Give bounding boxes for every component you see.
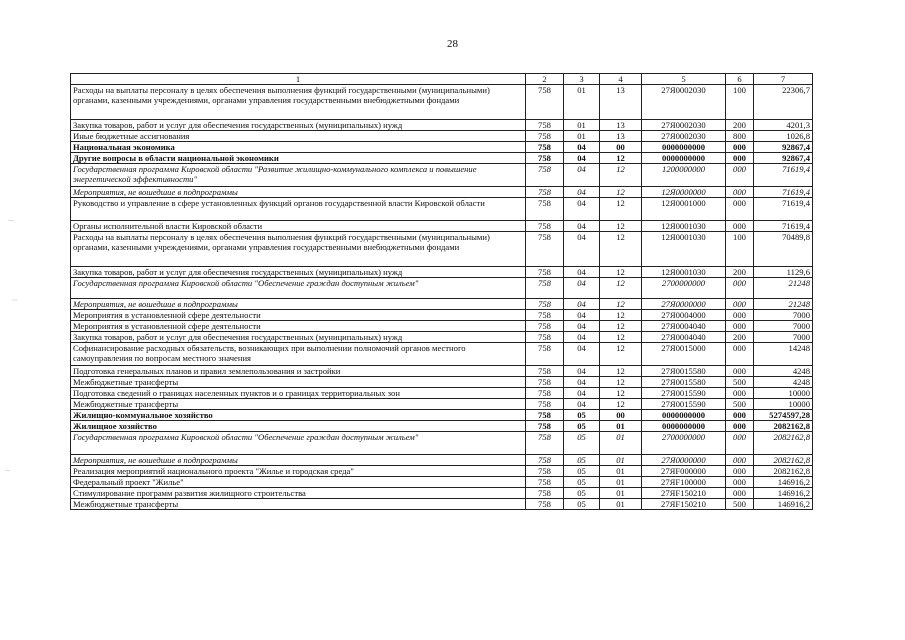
- cell-ministry: 758: [526, 343, 564, 366]
- cell-target: 27Я0002030: [642, 131, 726, 142]
- cell-section: 01: [564, 85, 600, 120]
- cell-subsection: 12: [600, 267, 642, 278]
- cell-section: 04: [564, 399, 600, 410]
- cell-ministry: 758: [526, 488, 564, 499]
- cell-subsection: 12: [600, 399, 642, 410]
- budget-table: [70, 73, 813, 510]
- cell-amount: 21248: [754, 278, 813, 299]
- cell-amount: 10000: [754, 388, 813, 399]
- cell-amount: 2082162,8: [754, 421, 813, 432]
- cell-expense-type: 000: [726, 299, 754, 310]
- table-row: [71, 267, 813, 278]
- cell-ministry: 758: [526, 499, 564, 510]
- cell-expense-type: 000: [726, 366, 754, 377]
- cell-section: 04: [564, 343, 600, 366]
- cell-ministry: 758: [526, 421, 564, 432]
- cell-target: 27ЯF150210: [642, 488, 726, 499]
- cell-expense-type: 000: [726, 198, 754, 221]
- cell-ministry: 758: [526, 321, 564, 332]
- table-row: [71, 343, 813, 366]
- cell-section: 05: [564, 477, 600, 488]
- row-label: Жилищное хозяйство: [71, 421, 526, 432]
- cell-subsection: 12: [600, 153, 642, 164]
- cell-subsection: 01: [600, 432, 642, 455]
- cell-ministry: 758: [526, 410, 564, 421]
- cell-ministry: 758: [526, 366, 564, 377]
- cell-amount: 92867,4: [754, 142, 813, 153]
- cell-section: 04: [564, 221, 600, 232]
- cell-subsection: 00: [600, 142, 642, 153]
- row-label: Подготовка сведений о границах населенных пунктов и о границах территориальных зон: [71, 388, 526, 399]
- cell-ministry: 758: [526, 332, 564, 343]
- table-row: [71, 164, 813, 187]
- row-label: Мероприятия, не вошедшие в подпрограммы: [71, 299, 526, 310]
- cell-section: 04: [564, 388, 600, 399]
- cell-expense-type: 000: [726, 455, 754, 466]
- row-label: Межбюджетные трансферты: [71, 399, 526, 410]
- table-row: [71, 399, 813, 410]
- row-label: Жилищно-коммунальное хозяйство: [71, 410, 526, 421]
- column-header: 6: [726, 74, 754, 85]
- cell-ministry: 758: [526, 85, 564, 120]
- cell-target: 1200000000: [642, 164, 726, 187]
- cell-section: 04: [564, 321, 600, 332]
- cell-subsection: 01: [600, 488, 642, 499]
- cell-amount: 92867,4: [754, 153, 813, 164]
- cell-expense-type: 000: [726, 388, 754, 399]
- cell-section: 04: [564, 366, 600, 377]
- cell-subsection: 12: [600, 388, 642, 399]
- cell-amount: 4248: [754, 377, 813, 388]
- row-label: Федеральный проект "Жилье": [71, 477, 526, 488]
- table-row: [71, 142, 813, 153]
- table-row: [71, 232, 813, 267]
- cell-amount: 7000: [754, 332, 813, 343]
- cell-amount: 10000: [754, 399, 813, 410]
- cell-expense-type: 500: [726, 377, 754, 388]
- cell-subsection: 13: [600, 131, 642, 142]
- cell-subsection: 12: [600, 299, 642, 310]
- table-row: [71, 477, 813, 488]
- cell-amount: 22306,7: [754, 85, 813, 120]
- cell-expense-type: 000: [726, 142, 754, 153]
- row-label: Мероприятия в установленной сфере деятельности: [71, 310, 526, 321]
- cell-section: 01: [564, 120, 600, 131]
- cell-subsection: 12: [600, 377, 642, 388]
- table-row: [71, 410, 813, 421]
- table-row: [71, 120, 813, 131]
- cell-amount: 71619,4: [754, 198, 813, 221]
- cell-subsection: 12: [600, 310, 642, 321]
- row-label: Национальная экономика: [71, 142, 526, 153]
- cell-amount: 146916,2: [754, 477, 813, 488]
- row-label: Другие вопросы в области национальной экономики: [71, 153, 526, 164]
- cell-section: 05: [564, 432, 600, 455]
- row-label: Закупка товаров, работ и услуг для обеспечения государственных (муниципальных) нужд: [71, 267, 526, 278]
- cell-amount: 4201,3: [754, 120, 813, 131]
- cell-expense-type: 000: [726, 278, 754, 299]
- cell-target: 27Я0000000: [642, 455, 726, 466]
- row-label: Мероприятия, не вошедшие в подпрограммы: [71, 187, 526, 198]
- table-row: [71, 421, 813, 432]
- cell-subsection: 01: [600, 421, 642, 432]
- cell-ministry: 758: [526, 310, 564, 321]
- cell-amount: 1129,6: [754, 267, 813, 278]
- cell-subsection: 01: [600, 499, 642, 510]
- cell-subsection: 12: [600, 187, 642, 198]
- cell-amount: 14248: [754, 343, 813, 366]
- cell-expense-type: 000: [726, 477, 754, 488]
- cell-amount: 71619,4: [754, 221, 813, 232]
- cell-section: 05: [564, 488, 600, 499]
- cell-amount: 4248: [754, 366, 813, 377]
- cell-target: 12Я0001030: [642, 221, 726, 232]
- table-row: [71, 332, 813, 343]
- row-label: Государственная программа Кировской области "Обеспечение граждан доступным жильем": [71, 278, 526, 299]
- cell-ministry: 758: [526, 466, 564, 477]
- cell-target: 0000000000: [642, 421, 726, 432]
- cell-section: 04: [564, 232, 600, 267]
- row-label: Межбюджетные трансферты: [71, 499, 526, 510]
- cell-target: 27ЯF000000: [642, 466, 726, 477]
- table-row: [71, 466, 813, 477]
- table-row: [71, 388, 813, 399]
- cell-target: 27Я0004000: [642, 310, 726, 321]
- cell-expense-type: 000: [726, 421, 754, 432]
- row-label: Подготовка генеральных планов и правил землепользования и застройки: [71, 366, 526, 377]
- table-row: [71, 85, 813, 120]
- cell-expense-type: 000: [726, 187, 754, 198]
- cell-section: 01: [564, 131, 600, 142]
- column-header: 2: [526, 74, 564, 85]
- cell-section: 04: [564, 299, 600, 310]
- cell-expense-type: 800: [726, 131, 754, 142]
- cell-subsection: 12: [600, 343, 642, 366]
- cell-target: 27Я0000000: [642, 299, 726, 310]
- column-header: 4: [600, 74, 642, 85]
- cell-target: 12Я0000000: [642, 187, 726, 198]
- cell-target: 2700000000: [642, 432, 726, 455]
- cell-amount: 2082162,8: [754, 432, 813, 455]
- cell-ministry: 758: [526, 221, 564, 232]
- cell-target: 27Я0015590: [642, 399, 726, 410]
- cell-subsection: 13: [600, 85, 642, 120]
- row-label: Закупка товаров, работ и услуг для обеспечения государственных (муниципальных) нужд: [71, 120, 526, 131]
- cell-amount: 7000: [754, 321, 813, 332]
- cell-section: 04: [564, 310, 600, 321]
- cell-expense-type: 200: [726, 267, 754, 278]
- cell-ministry: 758: [526, 120, 564, 131]
- cell-expense-type: 100: [726, 232, 754, 267]
- table-header-row: [71, 74, 813, 85]
- cell-expense-type: 500: [726, 399, 754, 410]
- row-label: Государственная программа Кировской области "Развитие жилищно-коммунального комплекса и повышение энергетической эффективности": [71, 164, 526, 187]
- cell-ministry: 758: [526, 377, 564, 388]
- cell-ministry: 758: [526, 267, 564, 278]
- cell-subsection: 12: [600, 198, 642, 221]
- cell-target: 12Я0001000: [642, 198, 726, 221]
- cell-amount: 71619,4: [754, 187, 813, 198]
- table-row: [71, 299, 813, 310]
- cell-amount: 146916,2: [754, 499, 813, 510]
- cell-target: 27Я0015000: [642, 343, 726, 366]
- cell-amount: 21248: [754, 299, 813, 310]
- cell-subsection: 12: [600, 321, 642, 332]
- row-label: Софинансирование расходных обязательств, возникающих при выполнении полномочий органов местного самоуправления по вопросам местного значения: [71, 343, 526, 366]
- cell-ministry: 758: [526, 278, 564, 299]
- cell-ministry: 758: [526, 164, 564, 187]
- cell-section: 05: [564, 466, 600, 477]
- row-label: Иные бюджетные ассигнования: [71, 131, 526, 142]
- cell-target: 27ЯF100000: [642, 477, 726, 488]
- table-row: [71, 153, 813, 164]
- cell-section: 04: [564, 187, 600, 198]
- cell-subsection: 12: [600, 332, 642, 343]
- table-row: [71, 321, 813, 332]
- row-label: Органы исполнительной власти Кировской области: [71, 221, 526, 232]
- row-label: Руководство и управление в сфере установленных функций органов государственной власти Кировской области: [71, 198, 526, 221]
- cell-section: 04: [564, 377, 600, 388]
- table-row: [71, 432, 813, 455]
- cell-expense-type: 000: [726, 321, 754, 332]
- cell-target: 27Я0002030: [642, 85, 726, 120]
- cell-target: 27Я0015590: [642, 388, 726, 399]
- column-header: 1: [71, 74, 526, 85]
- cell-expense-type: 000: [726, 466, 754, 477]
- cell-expense-type: 000: [726, 410, 754, 421]
- cell-expense-type: 000: [726, 164, 754, 187]
- table-row: [71, 366, 813, 377]
- table-row: [71, 310, 813, 321]
- column-header: 7: [754, 74, 813, 85]
- cell-section: 04: [564, 198, 600, 221]
- column-header: 5: [642, 74, 726, 85]
- cell-subsection: 12: [600, 278, 642, 299]
- cell-expense-type: 200: [726, 332, 754, 343]
- cell-ministry: 758: [526, 477, 564, 488]
- cell-subsection: 12: [600, 366, 642, 377]
- cell-section: 04: [564, 164, 600, 187]
- cell-expense-type: 000: [726, 221, 754, 232]
- row-label: Межбюджетные трансферты: [71, 377, 526, 388]
- cell-expense-type: 000: [726, 488, 754, 499]
- cell-target: 27Я0015580: [642, 377, 726, 388]
- cell-section: 05: [564, 455, 600, 466]
- cell-amount: 1026,8: [754, 131, 813, 142]
- row-label: Мероприятия в установленной сфере деятельности: [71, 321, 526, 332]
- cell-section: 05: [564, 421, 600, 432]
- cell-subsection: 01: [600, 477, 642, 488]
- cell-subsection: 12: [600, 221, 642, 232]
- cell-expense-type: 000: [726, 153, 754, 164]
- cell-target: 27Я0015580: [642, 366, 726, 377]
- table-row: [71, 455, 813, 466]
- table-row: [71, 377, 813, 388]
- cell-subsection: 00: [600, 410, 642, 421]
- page-number: 28: [447, 38, 458, 50]
- row-label: Закупка товаров, работ и услуг для обеспечения государственных (муниципальных) нужд: [71, 332, 526, 343]
- cell-amount: 70489,8: [754, 232, 813, 267]
- cell-target: 0000000000: [642, 153, 726, 164]
- cell-ministry: 758: [526, 399, 564, 410]
- cell-expense-type: 100: [726, 85, 754, 120]
- cell-section: 04: [564, 142, 600, 153]
- cell-target: 0000000000: [642, 142, 726, 153]
- cell-ministry: 758: [526, 131, 564, 142]
- cell-subsection: 12: [600, 232, 642, 267]
- row-label: Реализация мероприятий национального проекта "Жилье и городская среда": [71, 466, 526, 477]
- cell-target: 2700000000: [642, 278, 726, 299]
- table-row: [71, 187, 813, 198]
- cell-section: 04: [564, 332, 600, 343]
- cell-section: 04: [564, 153, 600, 164]
- cell-amount: 71619,4: [754, 164, 813, 187]
- cell-ministry: 758: [526, 153, 564, 164]
- row-label: Стимулирование программ развития жилищного строительства: [71, 488, 526, 499]
- cell-target: 12Я0001030: [642, 232, 726, 267]
- cell-target: 27ЯF150210: [642, 499, 726, 510]
- cell-subsection: 01: [600, 455, 642, 466]
- cell-expense-type: 500: [726, 499, 754, 510]
- cell-amount: 2082162,8: [754, 455, 813, 466]
- cell-amount: 146916,2: [754, 488, 813, 499]
- table-row: [71, 221, 813, 232]
- cell-section: 04: [564, 278, 600, 299]
- row-label: Расходы на выплаты персоналу в целях обеспечения выполнения функций государственными (муниципальными) органами, казенными учреждениями, органами управления государственными внебюджетными фондами: [71, 85, 526, 120]
- cell-target: 27Я0002030: [642, 120, 726, 131]
- cell-amount: 2082162,8: [754, 466, 813, 477]
- table-row: [71, 499, 813, 510]
- cell-expense-type: 000: [726, 310, 754, 321]
- cell-ministry: 758: [526, 388, 564, 399]
- cell-amount: 5274597,28: [754, 410, 813, 421]
- table-row: [71, 488, 813, 499]
- cell-ministry: 758: [526, 232, 564, 267]
- table-row: [71, 278, 813, 299]
- cell-expense-type: 000: [726, 343, 754, 366]
- cell-section: 05: [564, 499, 600, 510]
- cell-subsection: 13: [600, 120, 642, 131]
- table-row: [71, 131, 813, 142]
- row-label: Государственная программа Кировской области "Обеспечение граждан доступным жильем": [71, 432, 526, 455]
- cell-ministry: 758: [526, 198, 564, 221]
- cell-amount: 7000: [754, 310, 813, 321]
- cell-subsection: 12: [600, 164, 642, 187]
- cell-ministry: 758: [526, 142, 564, 153]
- row-label: Расходы на выплаты персоналу в целях обеспечения выполнения функций государственными (муниципальными) органами, казенными учреждениями, органами управления государственными внебюджетными фондами: [71, 232, 526, 267]
- table-row: [71, 198, 813, 221]
- cell-target: 27Я0004040: [642, 321, 726, 332]
- cell-target: 0000000000: [642, 410, 726, 421]
- cell-ministry: 758: [526, 187, 564, 198]
- cell-target: 27Я0004040: [642, 332, 726, 343]
- cell-expense-type: 200: [726, 120, 754, 131]
- cell-expense-type: 000: [726, 432, 754, 455]
- cell-ministry: 758: [526, 432, 564, 455]
- cell-subsection: 01: [600, 466, 642, 477]
- cell-section: 04: [564, 267, 600, 278]
- cell-section: 05: [564, 410, 600, 421]
- row-label: Мероприятия, не вошедшие в подпрограммы: [71, 455, 526, 466]
- column-header: 3: [564, 74, 600, 85]
- cell-ministry: 758: [526, 299, 564, 310]
- cell-target: 12Я0001030: [642, 267, 726, 278]
- cell-ministry: 758: [526, 455, 564, 466]
